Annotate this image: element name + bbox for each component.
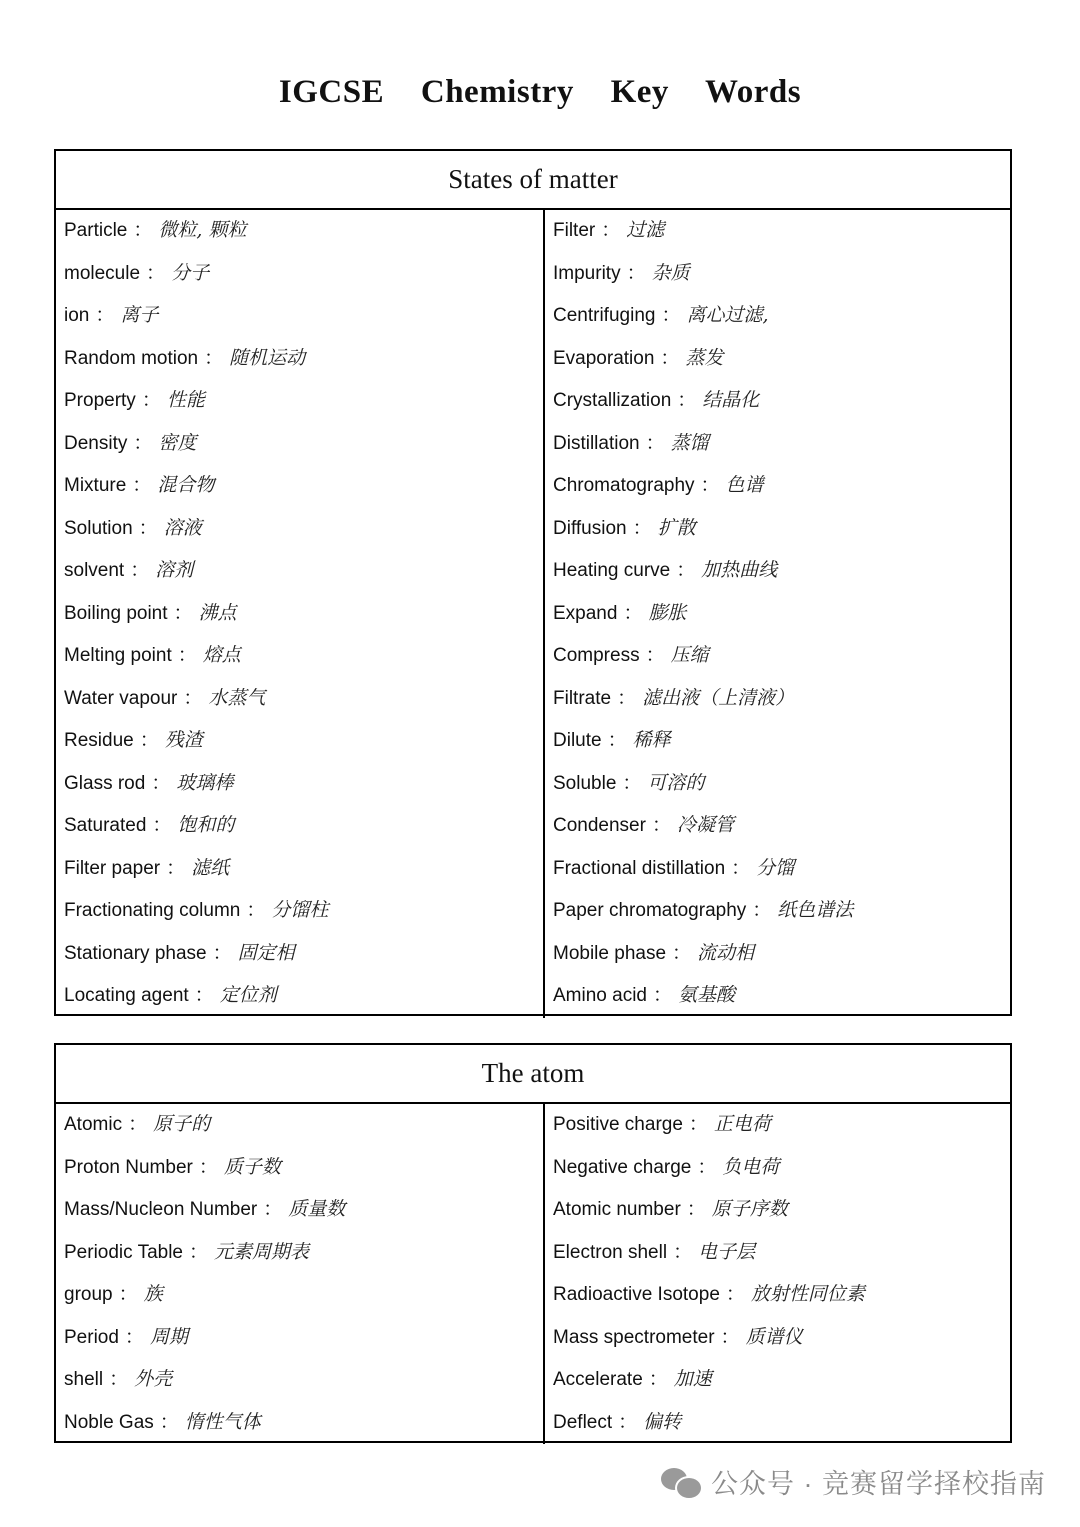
term-en: Diffusion bbox=[553, 517, 627, 539]
term-zh: 质量数 bbox=[288, 1198, 346, 1220]
term-en: Residue bbox=[64, 730, 134, 751]
vocab-entry bbox=[56, 295, 543, 338]
term-en: Periodic Table bbox=[64, 1241, 184, 1263]
term-zh: 外壳 bbox=[134, 1368, 173, 1390]
vocab-entry bbox=[545, 1359, 1010, 1402]
vocab-entry bbox=[56, 593, 543, 636]
separator: ： bbox=[752, 900, 772, 921]
separator: ： bbox=[198, 1156, 218, 1178]
term-zh: 密度 bbox=[158, 431, 197, 454]
term-zh: 滤出液（上清液） bbox=[642, 686, 795, 709]
separator: ： bbox=[651, 815, 671, 836]
term-en: group bbox=[64, 1284, 113, 1305]
table-heading: The atom bbox=[56, 1045, 1010, 1104]
vocab-entry bbox=[545, 763, 1010, 806]
separator: ： bbox=[672, 942, 692, 964]
term-zh: 溶液 bbox=[163, 516, 202, 539]
vocab-entry bbox=[545, 1189, 1010, 1232]
term-en: Heating curve bbox=[553, 560, 671, 581]
separator: ： bbox=[151, 772, 171, 794]
right-column bbox=[545, 1104, 1010, 1444]
separator: ： bbox=[725, 1284, 745, 1305]
vocab-entry bbox=[545, 1232, 1010, 1275]
vocab-entry bbox=[56, 975, 543, 1018]
vocab-entry bbox=[545, 210, 1010, 253]
term-zh: 压缩 bbox=[670, 644, 709, 666]
separator: ： bbox=[139, 730, 159, 751]
term-en: Particle bbox=[64, 220, 128, 241]
term-zh: 加速 bbox=[673, 1368, 712, 1390]
term-en: Dilute bbox=[553, 730, 602, 751]
separator: ： bbox=[700, 475, 720, 496]
separator: ： bbox=[623, 602, 643, 624]
vocab-entry bbox=[545, 593, 1010, 636]
term-zh: 水蒸气 bbox=[208, 686, 266, 709]
term-en: Boiling point bbox=[64, 602, 168, 624]
term-en: Water vapour bbox=[64, 687, 178, 709]
term-zh: 纸色谱法 bbox=[777, 899, 854, 921]
term-zh: 残渣 bbox=[164, 729, 203, 751]
term-zh: 加热曲线 bbox=[701, 559, 778, 581]
left-column bbox=[56, 210, 545, 1018]
separator: ： bbox=[173, 602, 193, 624]
vocab-entry bbox=[56, 848, 543, 891]
vocab-entry bbox=[545, 678, 1010, 721]
term-zh: 扩散 bbox=[657, 516, 696, 539]
separator: ： bbox=[152, 815, 172, 836]
term-zh: 惰性气体 bbox=[184, 1410, 261, 1433]
vocab-entry bbox=[56, 253, 543, 296]
term-zh: 分子 bbox=[171, 261, 210, 284]
separator: ： bbox=[720, 1326, 740, 1348]
term-en: Solution bbox=[64, 517, 133, 539]
term-en: Expand bbox=[553, 602, 618, 624]
term-en: solvent bbox=[64, 560, 125, 581]
term-en: Filter paper bbox=[64, 857, 161, 879]
separator: ： bbox=[677, 390, 697, 411]
term-zh: 电子层 bbox=[698, 1240, 756, 1263]
separator: ： bbox=[159, 1411, 179, 1433]
term-zh: 膨胀 bbox=[648, 601, 687, 624]
separator: ： bbox=[653, 985, 673, 1006]
term-en: Electron shell bbox=[553, 1241, 668, 1263]
term-en: Stationary phase bbox=[64, 942, 207, 964]
term-zh: 色谱 bbox=[725, 474, 764, 496]
term-zh: 偏转 bbox=[643, 1410, 682, 1433]
vocab-entry bbox=[545, 890, 1010, 933]
term-en: Glass rod bbox=[64, 772, 146, 794]
separator: ： bbox=[661, 305, 681, 326]
vocab-entry bbox=[545, 1402, 1010, 1445]
term-zh: 溶剂 bbox=[155, 559, 194, 581]
term-en: Fractional distillation bbox=[553, 857, 726, 879]
separator: ： bbox=[118, 1284, 138, 1305]
term-zh: 玻璃棒 bbox=[176, 771, 234, 794]
term-en: molecule bbox=[64, 262, 141, 284]
vocab-entry bbox=[56, 1232, 543, 1275]
term-en: Chromatography bbox=[553, 475, 695, 496]
separator: ： bbox=[141, 390, 161, 411]
term-en: Atomic number bbox=[553, 1199, 681, 1220]
vocab-entry bbox=[545, 975, 1010, 1018]
vocab-entry bbox=[545, 423, 1010, 466]
vocab-entry bbox=[545, 805, 1010, 848]
term-zh: 负电荷 bbox=[722, 1155, 780, 1178]
term-en: Negative charge bbox=[553, 1156, 692, 1178]
term-en: Mass spectrometer bbox=[553, 1326, 715, 1348]
separator: ： bbox=[673, 1241, 693, 1263]
term-en: Saturated bbox=[64, 815, 147, 836]
vocab-entry bbox=[545, 720, 1010, 763]
term-zh: 混合物 bbox=[157, 474, 215, 496]
term-zh: 周期 bbox=[149, 1325, 188, 1348]
vocab-entry bbox=[545, 380, 1010, 423]
separator: ： bbox=[132, 475, 152, 496]
term-en: Proton Number bbox=[64, 1156, 193, 1178]
term-zh: 结晶化 bbox=[702, 389, 760, 411]
vocab-entry bbox=[56, 423, 543, 466]
vocab-entry bbox=[545, 338, 1010, 381]
separator: ： bbox=[204, 347, 224, 369]
wechat-icon bbox=[661, 1466, 701, 1498]
term-en: Amino acid bbox=[553, 985, 647, 1006]
separator: ： bbox=[183, 687, 203, 709]
term-en: Fractionating column bbox=[64, 900, 241, 921]
term-zh: 定位剂 bbox=[219, 984, 277, 1006]
vocab-entry bbox=[56, 1402, 543, 1445]
term-en: Radioactive Isotope bbox=[553, 1284, 720, 1305]
term-en: shell bbox=[64, 1369, 104, 1390]
separator: ： bbox=[263, 1199, 283, 1220]
separator: ： bbox=[166, 857, 186, 879]
separator: ： bbox=[618, 1411, 638, 1433]
separator: ： bbox=[676, 560, 696, 581]
separator: ： bbox=[133, 220, 153, 241]
separator: ： bbox=[124, 1326, 144, 1348]
term-en: Centrifuging bbox=[553, 305, 656, 326]
vocab-entry bbox=[56, 1147, 543, 1190]
term-zh: 原子序数 bbox=[711, 1198, 788, 1220]
term-en: Mobile phase bbox=[553, 942, 667, 964]
separator: ： bbox=[146, 262, 166, 284]
term-en: ion bbox=[64, 305, 90, 326]
term-zh: 蒸发 bbox=[685, 346, 724, 369]
right-column bbox=[545, 210, 1010, 1018]
term-en: Impurity bbox=[553, 262, 621, 284]
term-en: Noble Gas bbox=[64, 1411, 154, 1433]
separator: ： bbox=[686, 1199, 706, 1220]
vocab-entry bbox=[56, 720, 543, 763]
separator: ： bbox=[617, 687, 637, 709]
vocab-entry bbox=[56, 465, 543, 508]
term-en: Melting point bbox=[64, 645, 172, 666]
vocab-entry bbox=[56, 1317, 543, 1360]
term-zh: 正电荷 bbox=[713, 1113, 771, 1135]
term-zh: 离子 bbox=[120, 304, 159, 326]
vocab-entry bbox=[56, 1274, 543, 1317]
term-en: Random motion bbox=[64, 347, 199, 369]
watermark-text: 公众号 · 竞赛留学择校指南 bbox=[711, 1469, 1046, 1499]
table-heading: States of matter bbox=[56, 151, 1010, 210]
term-zh: 元素周期表 bbox=[214, 1240, 310, 1263]
vocab-entry bbox=[56, 890, 543, 933]
term-en: Mass/Nucleon Number bbox=[64, 1199, 258, 1220]
vocab-entry bbox=[56, 678, 543, 721]
left-column bbox=[56, 1104, 545, 1444]
table-states-of-matter bbox=[54, 149, 1012, 1016]
vocab-entry bbox=[56, 338, 543, 381]
vocab-entry bbox=[545, 1274, 1010, 1317]
term-zh: 分馏柱 bbox=[271, 899, 329, 921]
term-zh: 分馏 bbox=[756, 856, 795, 879]
vocab-entry bbox=[56, 1104, 543, 1147]
page-title: IGCSE Chemistry Key Words bbox=[278, 74, 802, 110]
term-en: Evaporation bbox=[553, 347, 655, 369]
vocab-entry bbox=[545, 1104, 1010, 1147]
term-en: Filter bbox=[553, 220, 596, 241]
vocab-entry bbox=[56, 210, 543, 253]
term-zh: 质谱仪 bbox=[745, 1325, 803, 1348]
vocab-entry bbox=[56, 763, 543, 806]
term-zh: 流动相 bbox=[697, 941, 755, 964]
vocab-entry bbox=[545, 848, 1010, 891]
term-zh: 放射性同位素 bbox=[750, 1283, 865, 1305]
term-zh: 微粒, 颗粒 bbox=[158, 219, 247, 241]
vocab-entry bbox=[545, 295, 1010, 338]
term-en: Soluble bbox=[553, 772, 617, 794]
term-zh: 沸点 bbox=[198, 601, 237, 624]
separator: ： bbox=[731, 857, 751, 879]
term-en: Mixture bbox=[64, 475, 127, 496]
separator: ： bbox=[622, 772, 642, 794]
vocab-entry bbox=[545, 508, 1010, 551]
term-en: Accelerate bbox=[553, 1369, 643, 1390]
vocab-entry bbox=[545, 1317, 1010, 1360]
term-zh: 过滤 bbox=[626, 219, 665, 241]
separator: ： bbox=[660, 347, 680, 369]
separator: ： bbox=[607, 730, 627, 751]
separator: ： bbox=[128, 1114, 148, 1135]
term-en: Filtrate bbox=[553, 687, 612, 709]
term-zh: 族 bbox=[143, 1283, 163, 1305]
term-zh: 质子数 bbox=[223, 1155, 281, 1178]
separator: ： bbox=[645, 645, 665, 666]
vocab-entry bbox=[56, 1359, 543, 1402]
term-en: Crystallization bbox=[553, 390, 672, 411]
separator: ： bbox=[212, 942, 232, 964]
separator: ： bbox=[626, 262, 646, 284]
term-zh: 可溶的 bbox=[647, 771, 705, 794]
vocab-entry bbox=[56, 508, 543, 551]
term-en: Deflect bbox=[553, 1411, 613, 1433]
vocab-entry bbox=[56, 635, 543, 678]
term-en: Positive charge bbox=[553, 1114, 683, 1135]
vocab-entry bbox=[545, 465, 1010, 508]
term-zh: 固定相 bbox=[237, 941, 295, 964]
term-en: Atomic bbox=[64, 1114, 123, 1135]
vocab-entry bbox=[545, 1147, 1010, 1190]
term-zh: 性能 bbox=[166, 389, 205, 411]
vocab-entry bbox=[56, 550, 543, 593]
vocab-entry bbox=[545, 253, 1010, 296]
term-zh: 滤纸 bbox=[191, 856, 230, 879]
vocab-entry bbox=[56, 805, 543, 848]
vocab-entry bbox=[545, 933, 1010, 976]
term-zh: 离心过滤, bbox=[686, 304, 769, 326]
term-en: Period bbox=[64, 1326, 119, 1348]
separator: ： bbox=[697, 1156, 717, 1178]
vocab-entry bbox=[545, 550, 1010, 593]
separator: ： bbox=[645, 432, 665, 454]
term-zh: 稀释 bbox=[632, 729, 671, 751]
term-en: Density bbox=[64, 432, 128, 454]
separator: ： bbox=[189, 1241, 209, 1263]
watermark bbox=[661, 1462, 1046, 1501]
term-zh: 饱和的 bbox=[177, 814, 235, 836]
term-en: Locating agent bbox=[64, 985, 189, 1006]
term-en: Compress bbox=[553, 645, 640, 666]
separator: ： bbox=[246, 900, 266, 921]
term-zh: 原子的 bbox=[153, 1113, 211, 1135]
term-en: Paper chromatography bbox=[553, 900, 747, 921]
separator: ： bbox=[194, 985, 214, 1006]
separator: ： bbox=[688, 1114, 708, 1135]
separator: ： bbox=[109, 1369, 129, 1390]
separator: ： bbox=[130, 560, 150, 581]
separator: ： bbox=[177, 645, 197, 666]
term-zh: 随机运动 bbox=[229, 346, 306, 369]
term-en: Distillation bbox=[553, 432, 640, 454]
vocab-entry bbox=[56, 380, 543, 423]
separator: ： bbox=[133, 432, 153, 454]
term-zh: 冷凝管 bbox=[676, 814, 734, 836]
term-en: Property bbox=[64, 390, 136, 411]
vocab-entry bbox=[56, 933, 543, 976]
table-the-atom bbox=[54, 1043, 1012, 1443]
separator: ： bbox=[95, 305, 115, 326]
term-zh: 蒸馏 bbox=[670, 431, 709, 454]
separator: ： bbox=[632, 517, 652, 539]
term-zh: 熔点 bbox=[202, 644, 241, 666]
separator: ： bbox=[601, 220, 621, 241]
separator: ： bbox=[138, 517, 158, 539]
term-zh: 氨基酸 bbox=[678, 984, 736, 1006]
term-en: Condenser bbox=[553, 815, 646, 836]
term-zh: 杂质 bbox=[651, 261, 690, 284]
vocab-entry bbox=[56, 1189, 543, 1232]
vocab-entry bbox=[545, 635, 1010, 678]
separator: ： bbox=[648, 1369, 668, 1390]
